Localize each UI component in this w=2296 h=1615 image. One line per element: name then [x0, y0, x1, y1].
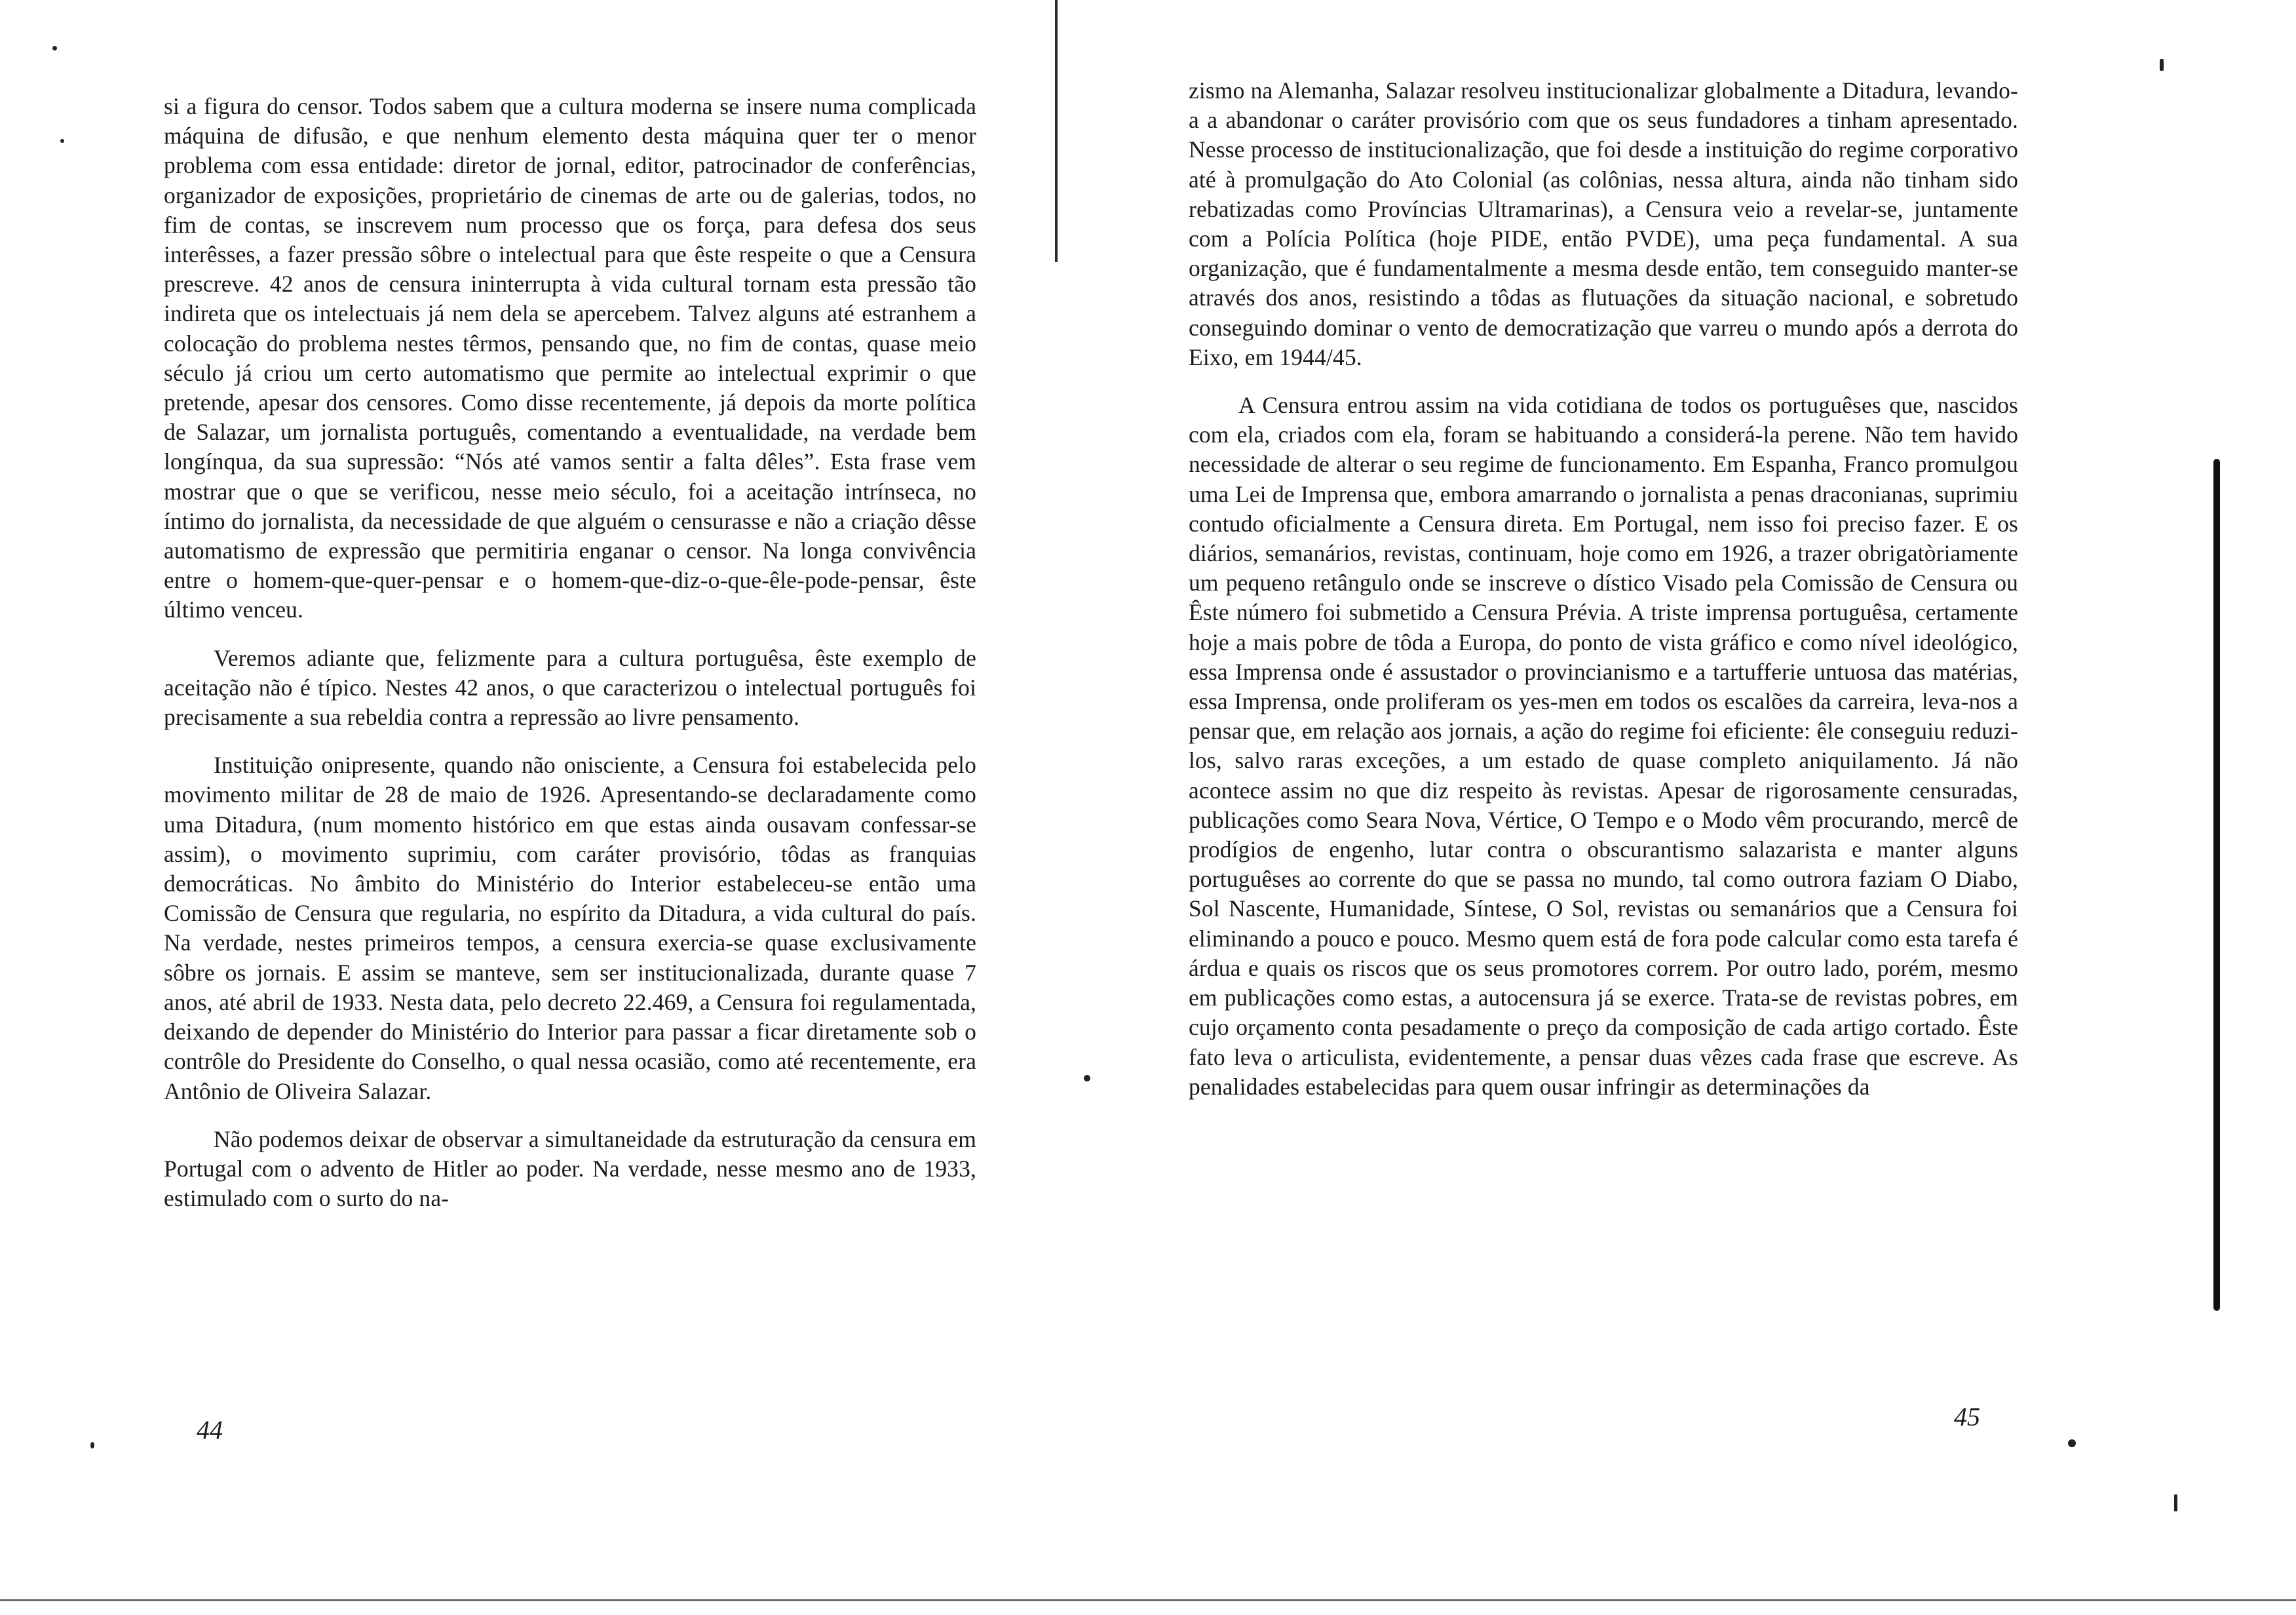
left-paragraph-4: Não podemos deixar de observar a simultaneidade da estruturação da censura em Portugal com o advento de Hitler ao poder. Na verdade, nesse mesmo ano de 1933, estimulado com o surto do na-: [164, 1125, 976, 1212]
right-paragraph-1: zismo na Alemanha, Salazar resolveu institucionalizar globalmente a Ditadura, levando-a a abandonar o caráter provisório com que os seus fundadores a tinham apresentado. Nesse processo de institucionalização, que foi desde a instituição do regime corporativo até à promulgação do Ato Colonial (as colônias, nessa altura, ainda não tinham sido rebatizadas como Províncias Ultramarinas), a Censura veio a revelar-se, juntamente com a Polícia Política (hoje PIDE, então PVDE), uma peça fundamental. A sua organização, que é fundamentalmente a mesma desde então, tem conseguido manter-se através dos anos, resistindo a tôdas as flutuações da situação nacional, e sobretudo conseguindo dominar o vento de democratização que varreu o mundo após a derrota do Eixo, em 1944/45.: [1189, 77, 2018, 370]
scan-speck: [2174, 1494, 2177, 1511]
left-page: [164, 92, 976, 1232]
left-paragraph-3: Instituição onipresente, quando não onisciente, a Censura foi estabelecida pelo movimento militar de 28 de maio de 1926. Apresentando-se declaradamente como uma Ditadura, (num momento histórico em que estas ainda ousavam confessar-se assim), o movimento suprimiu, com caráter provisório, tôdas as franquias democráticas. No âmbito do Ministério do Interior estabeleceu-se então uma Comissão de Censura que regularia, no espírito da Ditadura, a vida cultural do país. Na verdade, nestes primeiros tempos, a censura exercia-se quase exclusivamente sôbre os jornais. E assim se manteve, sem ser institucionalizada, durante quase 7 anos, até abril de 1933. Nesta data, pelo decreto 22.469, a Censura foi regulamentada, deixando de depender do Ministério do Interior para passar a ficar diretamente sob o contrôle do Presidente do Conselho, o qual nessa ocasião, como até recentemente, era Antônio de Oliveira Salazar.: [164, 752, 976, 1104]
scan-speck: [52, 46, 57, 50]
scan-speck: [2068, 1439, 2076, 1447]
left-paragraph-2: Veremos adiante que, felizmente para a cultura portuguêsa, êste exemplo de aceitação não é típico. Nestes 42 anos, o que caracterizou o intelectual português foi precisamente a sua rebeldia contra a repressão ao livre pensamento.: [164, 644, 976, 731]
page-edge-shadow: [2213, 459, 2220, 1311]
scan-speck: [2160, 59, 2164, 71]
right-page: [1189, 76, 2018, 1120]
scan-speck: [90, 1442, 94, 1449]
left-paragraph-1: si a figura do censor. Todos sabem que a cultura moderna se insere numa complicada máquina de difusão, e que nenhum elemento desta máquina quer ter o menor problema com essa entidade: diretor de jornal, editor, patrocinador de conferências, organizador de exposições, proprietário de cinemas de arte ou de galerias, todos, no fim de contas, se inscrevem num processo que os força, para defesa dos seus interêsses, a fazer pressão sôbre o intelectual para que êste respeite o que a Censura prescreve. 42 anos de censura ininterrupta à vida cultural tornam esta pressão tão indireta que os intelectuais já nem dela se apercebem. Talvez alguns até estranhem a colocação do problema nestes têrmos, pensando que, no fim de contas, quase meio século já criou um certo automatismo que permite ao intelectual exprimir o que pretende, apesar dos censores. Como disse recentemente, já depois da morte política de Salazar, um jornalista português, comentando a eventualidade, na verdade bem longínqua, da sua supressão: “Nós até vamos sentir a falta dêles”. Esta frase vem mostrar que o que se verificou, nesse meio século, foi a aceitação intrínseca, no íntimo do jornalista, da necessidade de que alguém o censurasse e não a criação dêsse automatismo de expressão que permitiria enganar o censor. Na longa convivência entre o homem-que-quer-pensar e o homem-que-diz-o-que-êle-pode-pensar, êste último venceu.: [164, 93, 976, 623]
scan-bottom-edge: [0, 1599, 2296, 1601]
scan-speck: [1084, 1075, 1090, 1081]
gutter-line: [1055, 0, 1058, 262]
right-page-number: 45: [1954, 1402, 1980, 1431]
scan-speck: [60, 139, 64, 143]
left-page-number: 44: [197, 1415, 223, 1445]
right-paragraph-2: A Censura entrou assim na vida cotidiana de todos os portuguêses que, nascidos com ela, criados com ela, foram se habituando a considerá-la perene. Não tem havido necessidade de alterar o seu regime de funcionamento. Em Espanha, Franco promulgou uma Lei de Imprensa que, embora amarrando o jornalista a penas draconianas, suprimiu contudo oficialmente a Censura direta. Em Portugal, nem isso foi preciso fazer. E os diários, semanários, revistas, continuam, hoje como em 1926, a trazer obrigatòriamente um pequeno retângulo onde se inscreve o dístico Visado pela Comissão de Censura ou Êste número foi submetido a Censura Prévia. A triste imprensa portuguêsa, certamente hoje a mais pobre de tôda a Europa, do ponto de vista gráfico e como nível ideológico, essa Imprensa onde é assustador o provincianismo e a tartufferie untuosa das matérias, essa Imprensa, onde proliferam os yes-men em todos os escalões da carreira, leva-nos a pensar que, em relação aos jornais, a ação do regime foi eficiente: êle conseguiu reduzi-los, salvo raras exceções, a um estado de quase completo aniquilamento. Já não acontece assim no que diz respeito às revistas. Apesar de rigorosamente censuradas, publicações como Seara Nova, Vértice, O Tempo e o Modo vêm procurando, mercê de prodígios de engenho, lutar contra o obscurantismo salazarista e manter alguns portuguêses ao corrente do que se passa no mundo, tal como outrora faziam O Diabo, Sol Nascente, Humanidade, Síntese, O Sol, revistas ou semanários que a Censura foi eliminando a pouco e pouco. Mesmo quem está de fora pode calcular como esta tarefa é árdua e quais os riscos que os seus promotores correm. Por outro lado, porém, mesmo em publicações como estas, a autocensura já se exerce. Trata-se de revistas pobres, em cujo orçamento conta pesadamente o preço da composição de cada artigo cortado. Êste fato leva o articulista, evidentemente, a pensar duas vêzes cada frase que escreve. As penalidades estabelecidas para quem ousar infringir as determinações da: [1189, 392, 2018, 1100]
